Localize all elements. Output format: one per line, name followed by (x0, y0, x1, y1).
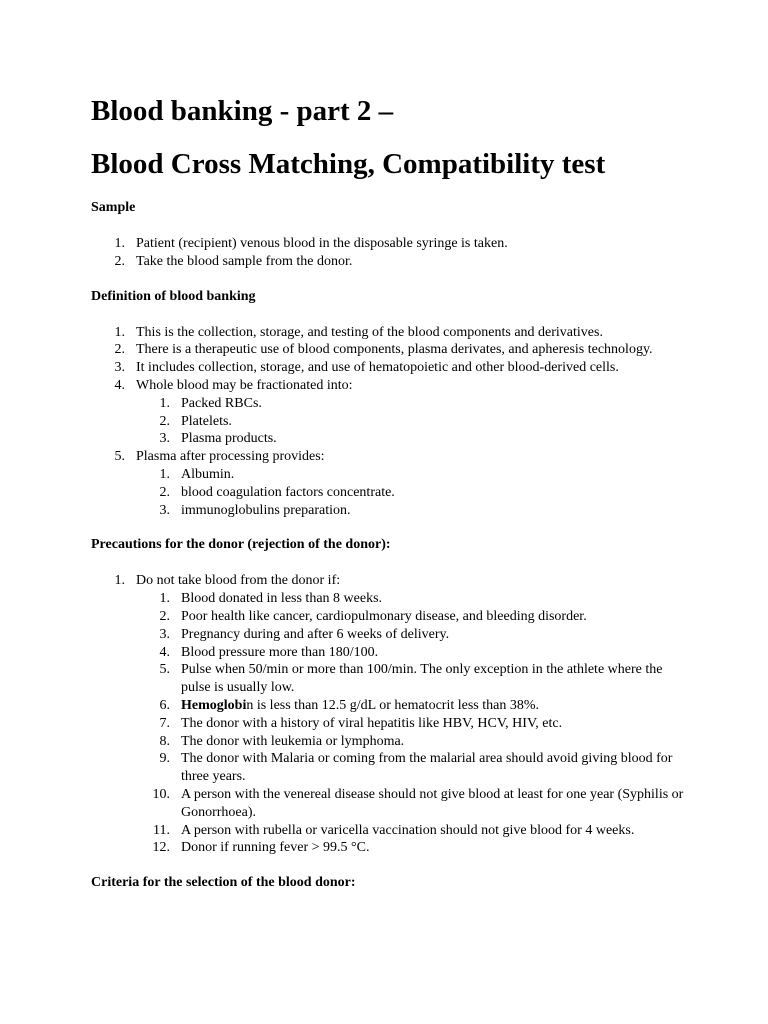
title-line-1: Blood banking - part 2 – (91, 95, 394, 127)
section-heading-definition: Definition of blood banking (91, 288, 256, 304)
rejection-criteria-list (136, 590, 688, 857)
list-item: 3. immunoglobulins preparation. (159, 502, 351, 518)
list-item: 3. Pregnancy during and after 6 weeks of delivery. (159, 626, 450, 642)
list-item: 1. Do not take blood from the donor if: 1. Blood donated in less than 8 weeks. 2. Poor health like cancer, cardiopulmonary disease, and bleeding disorder. 3. Pregnancy during and after 6 weeks of delivery. 4. Blood pressure more than 180/100. 5. Pulse when 50/min or more than 100/min. The only exception in the athlete where the pulse is usually low. 6. Hemoglobin is less than 12.5 g/dL or hematocrit less than 38%. 7. The donor with a history of viral hepatitis like HBV, HCV, HIV, etc. 8. The donor with leukemia or lymphoma. 9. The donor with Malaria or coming from the malarial area should avoid giving blood for three years. 10. A person with the venereal disease should not give blood at least for one year (Syphilis or Gonorrhoea). 11. A person with rubella or varicella vaccination should not give blood for 4 weeks. 12. Donor if running fever > 99.5 °C. (91, 572, 688, 857)
list-item: 3. Plasma products. (159, 431, 277, 447)
fractions-list (136, 395, 688, 448)
list-item: 1. Blood donated in less than 8 weeks. (159, 591, 383, 607)
title-line-2: Blood Cross Matching, Compatibility test (91, 148, 606, 180)
list-item: 10. A person with the venereal disease should not give blood at least for one year (Syphilis or Gonorrhoea). (152, 786, 684, 820)
list-item: 1. Packed RBCs. (159, 395, 262, 411)
list-item: 11. A person with rubella or varicella vaccination should not give blood for 4 weeks. (153, 822, 635, 838)
plasma-products-list (136, 466, 688, 519)
list-item: 2. Poor health like cancer, cardiopulmonary disease, and bleeding disorder. (159, 608, 587, 624)
list-item: 1. Patient (recipient) venous blood in the disposable syringe is taken. (114, 236, 508, 251)
list-item: 2. Take the blood sample from the donor. (114, 253, 353, 269)
section-heading-criteria: Criteria for the selection of the blood donor: (91, 875, 356, 891)
list-item: 7. The donor with a history of viral hepatitis like HBV, HCV, HIV, etc. (159, 715, 563, 731)
list-item: 2. blood coagulation factors concentrate. (159, 484, 395, 500)
list-item: 9. The donor with Malaria or coming from the malarial area should avoid giving blood for three years. (159, 751, 673, 785)
list-item: 12. Donor if running fever > 99.5 °C. (152, 840, 370, 856)
list-item: 4. Whole blood may be fractionated into: 1. Packed RBCs. 2. Platelets. 3. Plasma products. (91, 377, 688, 448)
list-item: 5. Pulse when 50/min or more than 100/min. The only exception in the athlete where the pulse is usually low. (159, 662, 663, 696)
list-item: 5. Plasma after processing provides: 1. Albumin. 2. blood coagulation factors concentrate. 3. immunoglobulins preparation. (91, 448, 688, 519)
hemoglobin-bold-text: Hemoglobi (181, 697, 247, 713)
list-item: 2. Platelets. (159, 413, 232, 429)
list-item: 1. Albumin. (159, 466, 235, 482)
precautions-list (91, 572, 688, 857)
list-item: 3. It includes collection, storage, and use of hematopoietic and other blood-derived cells. (114, 360, 619, 376)
section-heading-precautions: Precautions for the donor (rejection of the donor): (91, 537, 391, 553)
list-item: 6. Hemoglobin is less than 12.5 g/dL or hematocrit less than 38%. (159, 697, 539, 713)
sample-list (91, 235, 688, 271)
list-item: 2. There is a therapeutic use of blood components, plasma derivates, and apheresis technology. (114, 342, 653, 358)
list-item: 1. This is the collection, storage, and testing of the blood components and derivatives. (114, 324, 603, 340)
section-heading-sample: Sample (91, 200, 136, 215)
list-item: 8. The donor with leukemia or lymphoma. (159, 733, 405, 749)
definition-list (91, 324, 688, 520)
list-item: 4. Blood pressure more than 180/100. (159, 644, 379, 660)
